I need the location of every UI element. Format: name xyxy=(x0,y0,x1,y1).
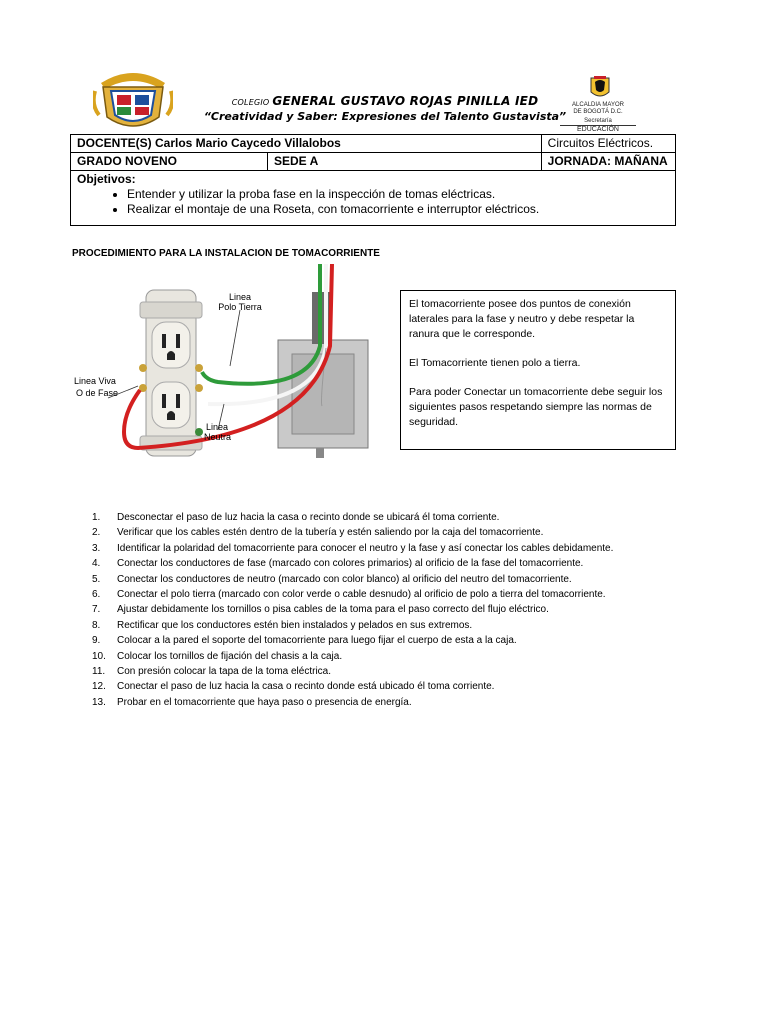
outlet-wiring-diagram xyxy=(68,262,380,468)
sede-cell: SEDE A xyxy=(268,153,542,171)
step-number: 7. xyxy=(92,604,101,616)
alcaldia-line: ALCALDIA MAYOR xyxy=(572,102,624,108)
step-number: 4. xyxy=(92,558,101,570)
info-table xyxy=(70,134,676,226)
lower-receptacle xyxy=(152,382,190,428)
label-neutra-line1: Linea xyxy=(206,422,229,432)
step-number: 12. xyxy=(92,681,106,693)
upper-receptacle xyxy=(152,322,190,368)
explanation-paragraph: Para poder Conectar un tomacorriente debe seguir los siguientes pasos respetando siempre las normas de seguridad. xyxy=(409,386,663,428)
objective-item: • Entender y utilizar la proba fase en la inspección de tomas eléctricas. xyxy=(127,187,669,201)
step-text: Conectar el polo tierra (marcado con color verde o cable desnudo) al orificio de polo a tierra del tomacorriente. xyxy=(117,589,606,601)
step-item xyxy=(72,664,613,679)
step-text: Identificar la polaridad del tomacorriente para conocer el neutro y la fase y así conectar los cables debidamente. xyxy=(117,542,614,554)
alcaldia-line: DE BOGOTÁ D.C. xyxy=(573,109,623,115)
step-item xyxy=(72,618,613,633)
step-text: Con presión colocar la tapa de la toma eléctrica. xyxy=(117,666,332,678)
objectives-title: Objetivos: xyxy=(77,172,136,186)
step-number: 8. xyxy=(92,619,101,631)
label-viva-line2: O de Fase xyxy=(76,388,119,398)
procedure-title: PROCEDIMIENTO PARA LA INSTALACION DE TOMACORRIENTE xyxy=(72,248,380,259)
school-name-text: GENERAL GUSTAVO ROJAS PINILLA IED xyxy=(272,94,539,108)
grado-cell: GRADO NOVENO xyxy=(71,153,268,171)
step-number: 2. xyxy=(92,527,101,539)
school-motto: “Creatividad y Saber: Expresiones del Talento Gustavista” xyxy=(203,110,567,123)
step-item xyxy=(72,525,613,540)
step-item xyxy=(72,541,613,556)
step-number: 6. xyxy=(92,589,101,601)
step-text: Conectar los conductores de neutro (marcado con color blanco) al orificio del neutro del tomacorriente. xyxy=(117,573,572,585)
step-text: Desconectar el paso de luz hacia la casa o recinto donde se ubicará él toma corriente. xyxy=(117,512,500,523)
step-item xyxy=(72,572,613,587)
docente-cell: DOCENTE(S) Carlos Mario Caycedo Villalobos xyxy=(71,135,542,153)
subject-cell: Circuitos Eléctricos. xyxy=(541,135,675,153)
step-item xyxy=(72,695,613,710)
step-text: Ajustar debidamente los tornillos o pisa cables de la toma para el paso correcto del flujo eléctrico. xyxy=(117,604,549,616)
step-item xyxy=(72,602,613,617)
step-text: Conectar los conductores de fase (marcado con colores primarios) al orificio de la fase del tomacorriente. xyxy=(117,558,584,570)
step-item xyxy=(72,649,613,664)
label-tierra-line1: Linea xyxy=(228,292,252,302)
alcaldia-line: Secretaría xyxy=(584,118,612,124)
school-name xyxy=(180,94,590,108)
school-crest-logo xyxy=(93,65,173,133)
step-item xyxy=(72,587,613,602)
explanation-paragraph: El tomacorriente posee dos puntos de conexión laterales para la fase y neutro y debe respetar la ranura que le corresponde. xyxy=(409,298,635,340)
objective-item: • Realizar el montaje de una Roseta, con tomacorriente e interruptor eléctricos. xyxy=(127,202,669,216)
step-number: 11. xyxy=(92,666,106,678)
step-text: Conectar el paso de luz hacia la casa o recinto donde está ubicado él toma corriente. xyxy=(117,681,495,693)
step-text: Colocar los tornillos de fijación del chasis a la caja. xyxy=(117,650,343,662)
explanation-box xyxy=(400,290,676,450)
step-text: Rectificar que los conductores estén bien instalados y pelados en sus extremos. xyxy=(117,619,473,631)
step-number: 5. xyxy=(92,573,101,585)
step-item xyxy=(72,633,613,648)
step-number: 9. xyxy=(92,635,101,647)
label-viva-line1: Linea Viva xyxy=(74,376,116,386)
step-number: 3. xyxy=(92,542,101,554)
objectives-cell xyxy=(71,171,676,226)
explanation-paragraph: El Tomacorriente tienen polo a tierra. xyxy=(409,357,581,369)
step-number: 13. xyxy=(92,696,106,708)
school-prefix: COLEGIO xyxy=(231,98,270,107)
step-item xyxy=(72,556,613,571)
label-neutra-line2: Neutra xyxy=(204,432,232,442)
jornada-cell: JORNADA: MAÑANA xyxy=(541,153,675,171)
step-text: Colocar a la pared el soporte del tomacorriente para luego fijar el cuerpo de esta a la caja. xyxy=(117,635,517,647)
alcaldia-text xyxy=(560,102,636,133)
label-tierra-line2: Polo Tierra xyxy=(218,302,262,312)
step-number: 10. xyxy=(92,650,106,662)
objectives-list xyxy=(77,187,669,216)
step-item xyxy=(72,510,613,525)
alcaldia-line: EDUCACIÓN xyxy=(560,125,636,133)
step-item xyxy=(72,679,613,694)
step-number: 1. xyxy=(92,512,101,523)
step-text: Probar en el tomacorriente que haya paso o presencia de energía. xyxy=(117,696,412,708)
procedure-steps xyxy=(72,510,613,710)
step-text: Verificar que los cables estén dentro de la tubería y estén saliendo por la caja del tomacorriente. xyxy=(117,527,544,539)
